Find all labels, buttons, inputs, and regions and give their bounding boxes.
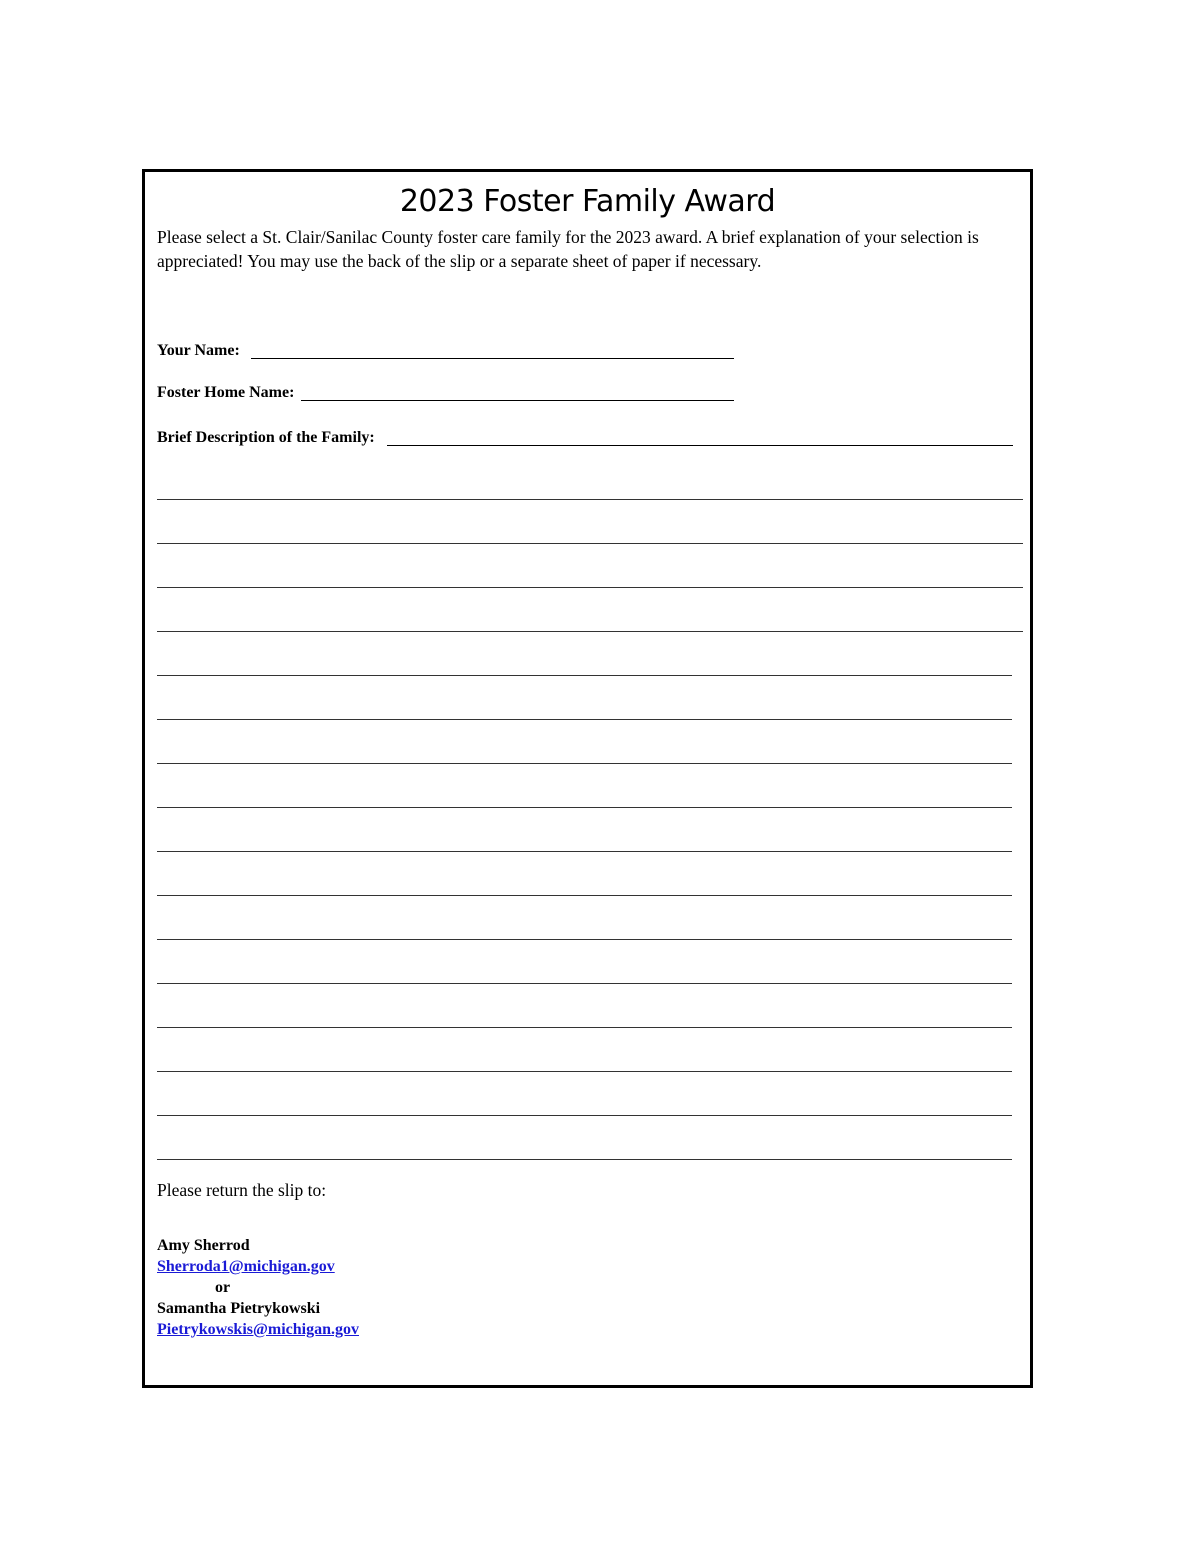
description-line[interactable] bbox=[157, 1159, 1012, 1160]
description-line[interactable] bbox=[157, 807, 1012, 808]
description-line[interactable] bbox=[157, 851, 1012, 852]
description-line[interactable] bbox=[157, 675, 1012, 676]
contact-email-samantha-link[interactable]: Pietrykowskis@michigan.gov bbox=[157, 1321, 359, 1338]
description-line[interactable] bbox=[157, 1071, 1012, 1072]
description-line[interactable] bbox=[157, 763, 1012, 764]
description-line[interactable] bbox=[157, 499, 1023, 500]
contact-separator: or bbox=[215, 1279, 231, 1296]
description-line[interactable] bbox=[157, 543, 1023, 544]
description-label: Brief Description of the Family: bbox=[157, 429, 375, 446]
description-line[interactable] bbox=[157, 1115, 1012, 1116]
return-instructions: Please return the slip to: bbox=[157, 1180, 327, 1200]
intro-text: Please select a St. Clair/Sanilac County foster care family for the 2023 award. A brief explanation of your selection is appreciated! You may use the back of the slip or a separate sheet of paper if necessary. bbox=[157, 227, 979, 271]
award-form bbox=[142, 169, 1033, 1388]
description-line[interactable] bbox=[157, 1027, 1012, 1028]
your-name-input-line[interactable] bbox=[251, 358, 734, 359]
contact-name-samantha: Samantha Pietrykowski bbox=[157, 1300, 321, 1317]
foster-home-label: Foster Home Name: bbox=[157, 384, 295, 401]
contact-name-amy: Amy Sherrod bbox=[157, 1237, 250, 1254]
description-first-line[interactable] bbox=[387, 445, 1013, 446]
description-line[interactable] bbox=[157, 983, 1012, 984]
contact-email-amy-link[interactable]: Sherroda1@michigan.gov bbox=[157, 1258, 335, 1275]
description-line[interactable] bbox=[157, 719, 1012, 720]
description-line[interactable] bbox=[157, 939, 1012, 940]
description-line[interactable] bbox=[157, 587, 1023, 588]
form-title: 2023 Foster Family Award bbox=[399, 184, 776, 219]
contact-block bbox=[157, 1235, 359, 1340]
foster-home-input-line[interactable] bbox=[301, 400, 734, 401]
description-line[interactable] bbox=[157, 895, 1012, 896]
description-line[interactable] bbox=[157, 631, 1023, 632]
your-name-label: Your Name: bbox=[157, 342, 240, 359]
